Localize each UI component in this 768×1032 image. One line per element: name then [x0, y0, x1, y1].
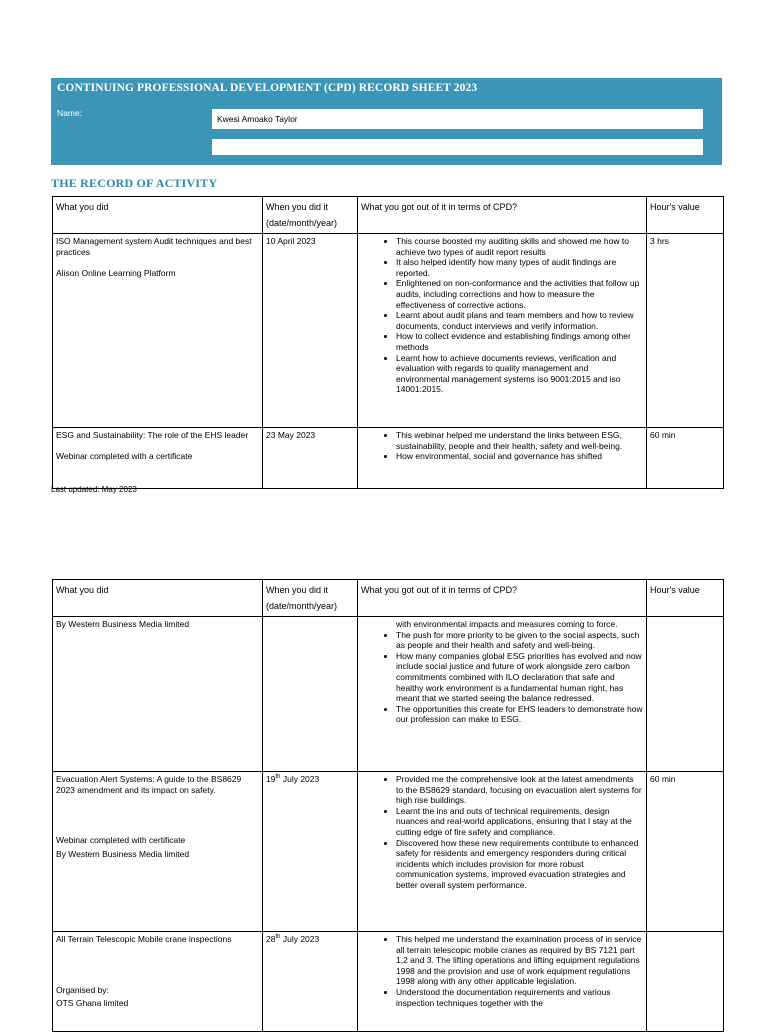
- list-item: • The push for more priority to be given to the social aspects, such as people and their health and safety and well-being.: [396, 630, 643, 651]
- name-field[interactable]: Kwesi Amoako Taylor: [212, 109, 703, 129]
- activity-organiser: By Western Business Media limited: [56, 848, 190, 859]
- date-cell: [263, 932, 358, 1032]
- col-header-when: [263, 197, 358, 234]
- gain-list: [361, 236, 643, 395]
- table-row: [53, 772, 724, 932]
- activity-provider: Alison Online Learning Platform: [56, 267, 176, 278]
- gain-list: [361, 934, 643, 1008]
- hours-cell: 3 hrs: [647, 234, 724, 428]
- activity-cell: [53, 234, 263, 428]
- cpd-table-2: [52, 579, 724, 1032]
- table-header-row: [53, 580, 724, 617]
- col-header-gain: What you got out of it in terms of CPD?: [358, 197, 647, 234]
- date-suffix: th: [275, 934, 281, 941]
- gain-cell: [358, 932, 647, 1032]
- col-header-gain: What you got out of it in terms of CPD?: [358, 580, 647, 617]
- list-item: • How to collect evidence and establishing findings among other methods: [396, 331, 643, 352]
- list-item: • How many companies global ESG priorities has evolved and now include social justice and future of work alongside zero carbon commitments combined with ILO declaration that safe and healthy work environment is a fundamental human right, has meant that we started seeing the balance redressed.: [396, 651, 643, 704]
- col-header-what: What you did: [53, 197, 263, 234]
- header-banner: [51, 78, 722, 165]
- date-cell: 23 May 2023: [263, 428, 358, 489]
- activity-title: Evacuation Alert Systems: A guide to the BS8629 2023 amendment and its impact on safety.: [56, 774, 242, 795]
- hours-cell: 60 min: [647, 772, 724, 932]
- col-header-when-line2: (date/month/year): [266, 601, 338, 611]
- col-header-hours: Hour's value: [647, 197, 724, 234]
- gain-list: [361, 630, 643, 725]
- list-item: • This webinar helped me understand the links between ESG, sustainability, people and their health, safety and well-being.: [396, 430, 643, 451]
- activity-cell: [53, 772, 263, 932]
- activity-title: ESG and Sustainability: The role of the EHS leader: [56, 430, 249, 440]
- gain-list: [361, 430, 643, 462]
- activity-cell: [53, 428, 263, 489]
- col-header-when-line1: When you did it: [266, 585, 329, 595]
- gain-cell: [358, 428, 647, 489]
- activity-cell: [53, 932, 263, 1032]
- gain-list: [361, 774, 643, 891]
- col-header-when: [263, 580, 358, 617]
- list-item: • The opportunities this create for EHS leaders to demonstrate how our profession can make to ESG.: [396, 704, 643, 725]
- list-item: • Provided me the comprehensive look at the latest amendments to the BS8629 standard, focusing on evacuation alert systems for high rise buildings.: [396, 774, 643, 806]
- list-item: • Learnt how to achieve documents reviews, verification and evaluation with regards to quality management and environmental management systems iso 9001:2015 and iso 14001:2015.: [396, 353, 643, 395]
- activity-cell: [53, 617, 263, 772]
- list-item: • This course boosted my auditing skills and showed me how to achieve two types of audit report results: [396, 236, 643, 257]
- list-item: • Learnt the ins and outs of technical requirements, design nuances and real-world applications, ensuring that I stay at the cutting edge of fire safety and compliance.: [396, 806, 643, 838]
- date-rest: July 2023: [280, 774, 320, 784]
- col-header-when-line1: When you did it: [266, 202, 329, 212]
- activity-provider: Webinar completed with certificate: [56, 835, 186, 846]
- activity-title: All Terrain Telescopic Mobile crane inspections: [56, 934, 232, 944]
- table-row: [53, 234, 724, 428]
- list-item: • How environmental, social and governance has shifted: [396, 451, 643, 462]
- list-item: • Enlightened on non-conformance and the activities that follow up audits, including corrections and how to measure the effectiveness of corrective actions.: [396, 278, 643, 310]
- table-row: [53, 428, 724, 489]
- activity-organiser: OTS Ghana limited: [56, 998, 129, 1009]
- date-cell: [263, 772, 358, 932]
- col-header-hours: Hour's value: [647, 580, 724, 617]
- date-suffix: th: [275, 774, 281, 781]
- gain-cell: [358, 617, 647, 772]
- activity-provider: By Western Business Media limited: [56, 619, 190, 629]
- date-day: 28: [266, 934, 276, 944]
- list-item: • Learnt about audit plans and team members and how to review documents, conduct interviews and verify information.: [396, 310, 643, 331]
- table-row: [53, 932, 724, 1032]
- gain-cell: [358, 772, 647, 932]
- list-item: • It also helped identify how many types of audit findings are reported.: [396, 257, 643, 278]
- list-item: • This helped me understand the examination process of in service all terrain telescopic mobile cranes as required by BS 7121 part 1,2 and 3. The lifting operations and lifting equipment regulations 1998 and the provision and use of work equipment regulations 1998 along with any other applicable legislation.: [396, 934, 643, 987]
- cpd-table-1: [52, 196, 724, 489]
- date-cell: 10 April 2023: [263, 234, 358, 428]
- date-rest: July 2023: [280, 934, 320, 944]
- col-header-when-line2: (date/month/year): [266, 218, 338, 228]
- name-label: Name:: [57, 108, 83, 118]
- activity-title: ISO Management system Audit techniques and best practices: [56, 236, 252, 257]
- section-title: THE RECORD OF ACTIVITY: [51, 176, 218, 190]
- table-header-row: [53, 197, 724, 234]
- list-item: • Discovered how these new requirements contribute to enhanced safety for residents and emergency responders during critical incidents which includes provision for more robust communication systems, improved evacuation strategies and better overall system performance.: [396, 838, 643, 891]
- date-cell: [263, 617, 358, 772]
- hours-cell: [647, 932, 724, 1032]
- page-title: CONTINUING PROFESSIONAL DEVELOPMENT (CPD) RECORD SHEET 2023: [57, 82, 478, 94]
- date-day: 19: [266, 774, 276, 784]
- gain-cell: [358, 234, 647, 428]
- hours-cell: 60 min: [647, 428, 724, 489]
- list-item: • Understood the documentation requirements and various inspection techniques together with the: [396, 987, 643, 1008]
- table-row: [53, 617, 724, 772]
- hours-cell: [647, 617, 724, 772]
- last-updated-note: Last updated: May 2023: [51, 485, 137, 494]
- continuation-text: with environmental impacts and measures coming to force.: [396, 619, 618, 629]
- activity-provider: Webinar completed with a certificate: [56, 451, 193, 462]
- activity-provider: Organised by:: [56, 984, 109, 995]
- name-field-secondary[interactable]: [212, 139, 703, 155]
- col-header-what: What you did: [53, 580, 263, 617]
